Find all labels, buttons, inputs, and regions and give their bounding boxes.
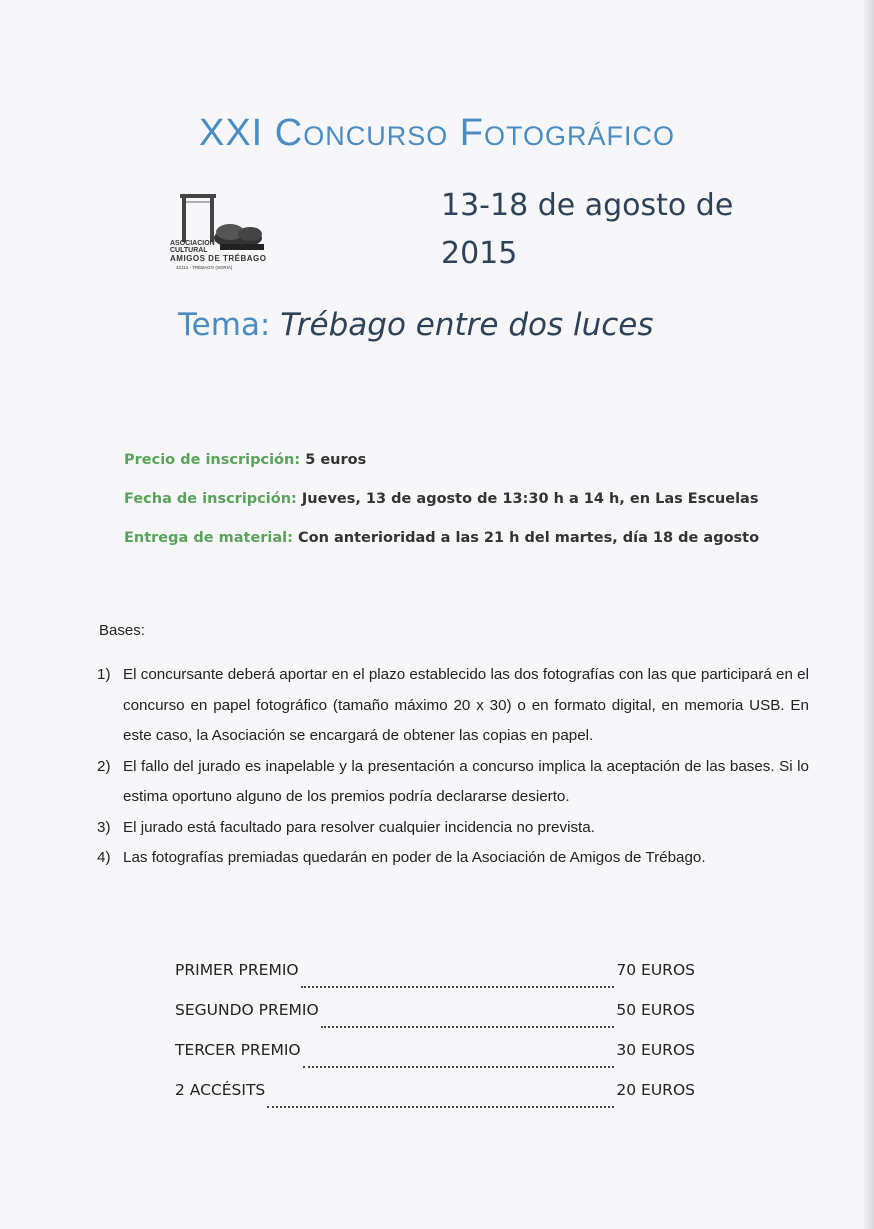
logo-caption	[160, 240, 272, 271]
prize-row-first	[175, 961, 695, 1001]
rule-text: El concursante deberá aportar en el plazo establecido las dos fotografías con las que participará en el concurso en papel fotográfico (tamaño máximo 20 x 30) o en formato digital, en memoria USB. En este caso, la Asociación se encargará de obtener las copias en papel.	[123, 666, 809, 744]
theme-label: Tema:	[178, 307, 271, 343]
info-row-delivery	[124, 530, 759, 569]
logo-line-1: ASOCIACION	[170, 240, 215, 247]
logo-line-3: AMIGOS DE TRÉBAGO	[170, 253, 267, 263]
prize-name: TERCER PREMIO	[175, 1041, 301, 1059]
bases-heading: Bases:	[99, 622, 145, 639]
event-dates	[441, 182, 761, 278]
prize-amount: 20 EUROS	[616, 1081, 695, 1099]
info-label: Fecha de inscripción:	[124, 491, 297, 507]
info-label: Precio de inscripción:	[124, 452, 301, 468]
info-row-date	[124, 491, 759, 530]
date-line-2: 2015	[441, 236, 518, 271]
date-line-1: 13-18 de agosto de	[441, 188, 734, 223]
prize-amount: 70 EUROS	[616, 961, 695, 979]
rules-list	[97, 660, 809, 874]
prize-name: 2 ACCÉSITS	[175, 1081, 266, 1099]
leader-dots	[321, 1014, 615, 1028]
prize-row-third	[175, 1041, 695, 1081]
prize-amount: 50 EUROS	[616, 1001, 695, 1019]
prizes-list	[175, 961, 695, 1121]
info-value: Con anterioridad a las 21 h del martes, día 18 de agosto	[298, 530, 760, 546]
theme-value: Trébago entre dos luces	[280, 307, 654, 343]
info-row-price	[124, 452, 759, 491]
prize-name: PRIMER PREMIO	[175, 961, 299, 979]
page-title: XXI Concurso Fotográfico	[198, 112, 676, 154]
rule-text: El fallo del jurado es inapelable y la presentación a concurso implica la aceptación de las bases. Si lo estima oportuno alguno de los premios podría declararse desierto.	[123, 757, 809, 805]
info-value: Jueves, 13 de agosto de 13:30 h a 14 h, en Las Escuelas	[301, 491, 759, 507]
leader-dots	[267, 1094, 614, 1108]
registration-info	[124, 452, 759, 569]
rule-text: El jurado está facultado para resolver cualquier incidencia no prevista.	[123, 818, 595, 836]
info-label: Entrega de material:	[124, 530, 293, 546]
rule-number: 1)	[97, 666, 111, 683]
logo-line-2: CULTURAL	[170, 247, 208, 255]
rule-number: 2)	[97, 757, 111, 775]
prize-row-second	[175, 1001, 695, 1041]
theme-line	[178, 307, 654, 343]
prize-name: SEGUNDO PREMIO	[175, 1001, 319, 1019]
prize-amount: 30 EUROS	[616, 1041, 695, 1059]
leader-dots	[303, 1054, 615, 1068]
rule-number: 4)	[97, 849, 111, 866]
list-item	[97, 813, 809, 844]
prize-row-accesits	[175, 1081, 695, 1121]
info-value: 5 euros	[305, 452, 367, 468]
list-item	[97, 660, 809, 752]
list-item	[97, 752, 809, 813]
association-logo	[160, 192, 280, 290]
page-edge	[864, 0, 874, 1229]
logo-line-4: 42113 - TRÉBAGO (SORIA)	[176, 265, 233, 271]
rule-text: Las fotografías premiadas quedarán en poder de la Asociación de Amigos de Trébago.	[123, 849, 706, 866]
list-item	[97, 843, 809, 874]
rule-number: 3)	[97, 818, 111, 836]
leader-dots	[301, 974, 615, 988]
